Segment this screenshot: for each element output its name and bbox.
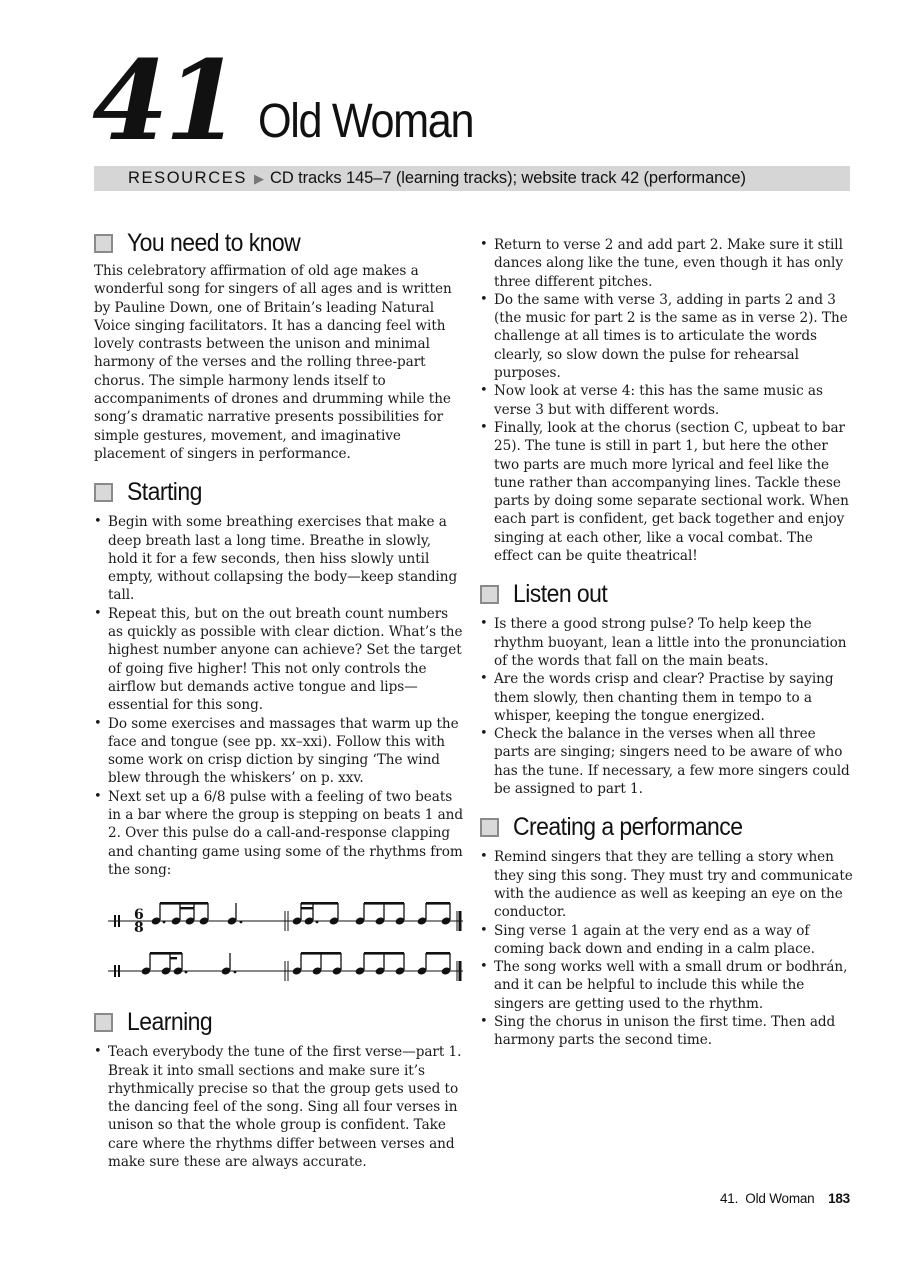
- you-need-to-know-text: This celebratory affirmation of old age makes a wonderful song for singers of all ages and is written by Pauline Down, one of Britain’s leading Natural Voice singing facilitators. It has a dancing feel with lovely contrasts between the unison and minimal harmony of the verses and the rolling three-part chorus. The simple harmony lends itself to accompaniments of drones and drumming while the song’s dramatic narrative presents possibilities for simple gestures, movement, and imaginative placement of singers in performance.: [94, 263, 452, 462]
- list-item: • Teach everybody the tune of the first verse—part 1. Break it into small sections and make sure it’s rhythmically precise so that the group gets used to the dancing feel of the song. Sing all four verses in unison so that the whole group is confident. Take care where the rhythms differ between verses and make sure these are always accurate.: [94, 1043, 464, 1171]
- resources-bar: [94, 166, 850, 191]
- list-item: • Do the same with verse 3, adding in parts 2 and 3 (the music for part 2 is the same as in verse 2). The challenge at all times is to articulate the words clearly, so slow down the pulse for rehearsal purposes.: [480, 291, 855, 382]
- section-heading-label: Creating a performance: [513, 812, 743, 841]
- play-arrow-icon: ▶: [254, 170, 264, 186]
- list-item: • Now look at verse 4: this has the same music as verse 3 but with different words.: [480, 382, 855, 419]
- checkbox-square-icon: [94, 1013, 113, 1032]
- checkbox-square-icon: [94, 483, 113, 502]
- chapter-title: Old Woman: [258, 95, 474, 148]
- section-heading-label: You need to know: [127, 228, 301, 257]
- learning-continued-list: [480, 236, 855, 565]
- resources-label: RESOURCES: [128, 169, 247, 187]
- creating-a-performance-list: [480, 848, 855, 1049]
- checkbox-square-icon: [480, 585, 499, 604]
- resources-text: CD tracks 145–7 (learning tracks); website track 42 (performance): [270, 169, 746, 187]
- section-heading-starting: [94, 475, 464, 509]
- running-head: 41. Old Woman: [720, 1191, 815, 1206]
- right-column: [480, 236, 855, 1050]
- time-signature-bottom: 8: [134, 920, 144, 937]
- list-item: • Sing verse 1 again at the very end as a way of coming back down and ending in a calm place.: [480, 922, 855, 959]
- left-column: [94, 226, 464, 1171]
- list-item: • Remind singers that they are telling a story when they sing this song. They must try and communicate with the audience as well as keeping an eye on the conductor.: [480, 848, 855, 921]
- list-item: • Check the balance in the verses when all three parts are singing; singers need to be aware of who has the tune. If necessary, a few more singers could be assigned to part 1.: [480, 725, 855, 798]
- rhythm-notation: [108, 889, 463, 989]
- chapter-number: 41: [92, 36, 238, 165]
- list-item: • Is there a good strong pulse? To help keep the rhythm buoyant, lean a little into the pronunciation of the words that fall on the main beats.: [480, 615, 855, 670]
- page-number: 183: [828, 1191, 850, 1206]
- time-signature-top: 6: [134, 907, 144, 924]
- section-heading-listen-out: [480, 577, 855, 611]
- list-item: • The song works well with a small drum or bodhrán, and it can be helpful to include this while the singers are getting used to the rhythm.: [480, 958, 855, 1013]
- section-heading-label: Listen out: [513, 579, 608, 608]
- starting-list: [94, 513, 464, 879]
- list-item: • Begin with some breathing exercises that make a deep breath last a long time. Breathe in slowly, hold it for a few seconds, then hiss slowly until empty, without collapsing the body—keep standing tall.: [94, 513, 464, 604]
- section-heading-label: Learning: [127, 1007, 213, 1036]
- page-footer: [720, 1191, 850, 1206]
- list-item: • Are the words crisp and clear? Practise by saying them slowly, then chanting them in tempo to a whisper, keeping the tongue energized.: [480, 670, 855, 725]
- section-heading-you-need-to-know: [94, 226, 464, 260]
- section-heading-creating-a-performance: [480, 810, 855, 844]
- learning-list: [94, 1043, 464, 1171]
- checkbox-square-icon: [480, 818, 499, 837]
- listen-out-list: [480, 615, 855, 798]
- list-item: • Do some exercises and massages that warm up the face and tongue (see pp. xx–xxi). Follow this with some work on crisp diction by singing ‘The wind blew through the whiskers’ on p. xxv.: [94, 715, 464, 788]
- section-heading-learning: [94, 1005, 464, 1039]
- list-item: • Repeat this, but on the out breath count numbers as quickly as possible with clear diction. What’s the highest number anyone can achieve? Set the target of going five higher! This not only controls the airflow but demands active tongue and lips—essential for this song.: [94, 605, 464, 715]
- section-heading-label: Starting: [127, 477, 202, 506]
- list-item: • Finally, look at the chorus (section C, upbeat to bar 25). The tune is still in part 1, but here the other two parts are much more lyrical and feel like the tune rather than accompanying lines. Tackle these parts by doing some separate sectional work. When each part is confident, get back together and enjoy singing at each other, like a vocal combat. The effect can be quite theatrical!: [480, 419, 855, 565]
- checkbox-square-icon: [94, 234, 113, 253]
- list-item: • Next set up a 6/8 pulse with a feeling of two beats in a bar where the group is stepping on beats 1 and 2. Over this pulse do a call-and-response clapping and chanting game using some of the rhythms from the song:: [94, 788, 464, 879]
- list-item: • Return to verse 2 and add part 2. Make sure it still dances along like the tune, even though it has only three different pitches.: [480, 236, 855, 291]
- list-item: • Sing the chorus in unison the first time. Then add harmony parts the second time.: [480, 1013, 855, 1050]
